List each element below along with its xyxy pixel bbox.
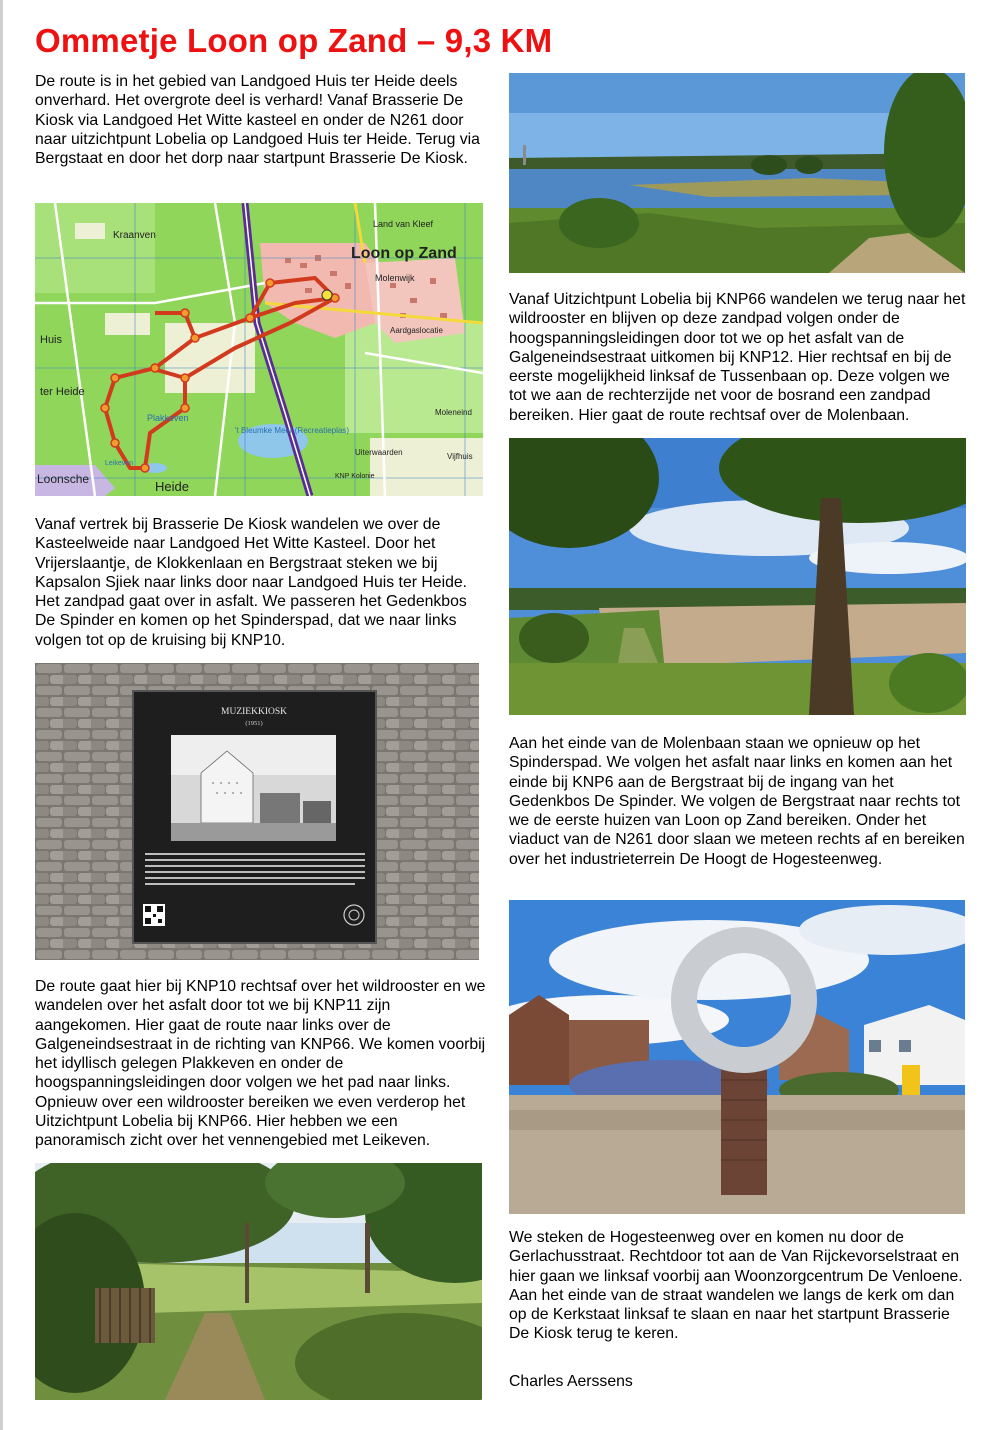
sculpture-photo [509,900,965,1214]
molenbaan-field-photo [509,438,966,715]
paragraph-start: Vanaf vertrek bij Brasserie De Kiosk wandelen we over de Kasteelweide naar Landgoed Het Witte Kasteel. Door het Vrijerslaantje, de Klokkenlaan en Bergstraat steken we bij Kapsalon Sjiek naar links door naar Landgoed Huis ter Heide. Het zandpad gaat over in asfalt. We passeren het Gedenkbos De Spinder en komen op het Spinderspad, dat we naar links volgen tot op de kruising bij KNP10. [35,516,468,649]
map-label-ter-heide: ter Heide [40,386,85,398]
plakkeven-path-photo [35,1163,482,1400]
paragraph-knp10: De route gaat hier bij KNP10 rechtsaf over het wildrooster en we wandelen over het asfalt door tot we bij KNP11 zijn aangekomen. Hier gaat de route naar links over de Galgeneindsestraat in de richting van KNP66. We komen voorbij het idyllisch gelegen Plakkeven en onder de hoogspanningsleidingen door volgen we het pad naar links. Opnieuw over een wildrooster bereiken we even verderop het Uitzichtpunt Lobelia bij KNP66. Hier hebben we een panoramisch zicht over het vennengebied met Leikeven. [35,978,486,1150]
intro-paragraph: De route is in het gebied van Landgoed Huis ter Heide deels onverhard. Het overgrote deel is verhard! Vanaf Brasserie De Kiosk via Landgoed Het Witte kasteel en onder de N261 door naar uitzichtpunt Lobelia op Landgoed Huis ter Heide. Terug via Bergstaat en door het dorp naar startpunt Brasserie De Kiosk. [35,73,480,168]
plaque-year: (1951) [245,720,263,727]
paragraph-lobelia: Vanaf Uitzichtpunt Lobelia bij KNP66 wandelen we terug naar het wildrooster en blijven op deze zandpad volgen onder de hoogspanningsleidingen door tot we op het asfalt van de Galgeneindsestraat uitkomen bij KNP12. Hier rechtsaf en bij de eerste mogelijkheid linksaf de Tussenbaan op. Deze volgen we tot we aan de rechterzijde net voor de bosrand een zandpad bereiken. Hier gaat de route rechtsaf over de Molenbaan. [509,291,966,424]
plaque-title: MUZIEKKIOSK [221,707,287,717]
map-label-leikeven: Leikeven [105,460,134,467]
map-label-knp-kolonie: KNP Kolonie [335,473,375,480]
map-label-aardgaslocatie: Aardgaslocatie [390,326,443,335]
paragraph-hogesteenweg: We steken de Hogesteenweg over en komen nu door de Gerlachusstraat. Rechtdoor tot aan de Van Rijckevorselstraat en hier gaan we linksaf voorbij aan Woonzorgcentrum De Venloene. Aan het einde van de straat wandelen we langs de kerk om dan op de Kerkstaat linksaf te slaan en naar het startpunt Brasserie De Kiosk terug te keren. [509,1229,963,1343]
map-label-loonsche: Loonsche [37,472,90,486]
muziekkiosk-plaque-photo [35,663,479,960]
map-label-moleneind: Moleneind [435,408,472,417]
lobelia-lake-photo [509,73,965,273]
paragraph-molenbaan: Aan het einde van de Molenbaan staan we opnieuw op het Spinderspad. We volgen het asfalt naar links en komen aan het einde bij KNP6 aan de Bergstraat bij de ingang van het Gedenkbos De Spinder. We volgen de Bergstraat naar rechts tot we de eerste huizen van Loon op Zand bereiken. Onder het viaduct van de N261 door slaan we meteen rechts af en bereiken over het industrieterrein De Hoogt de Hogesteenweg. [509,735,965,868]
author-name: Charles Aerssens [509,1373,633,1390]
map-label-molenwijk: Molenwijk [375,273,415,283]
map-label-plakkeven: Plakkeven [147,413,189,423]
map-label-bleumke-meer: 't Bleumke Meer (Recreatieplas) [235,426,350,435]
map-label-loon-op-zand: Loon op Zand [351,245,457,262]
map-label-uiterwaarden: Uiterwaarden [355,448,403,457]
page-edge [0,0,3,1430]
map-label-vijfhuis: Vijfhuis [447,452,473,461]
page-title: Ommetje Loon op Zand – 9,3 KM [35,22,553,59]
route-map-image [35,203,483,496]
map-label-huis: Huis [40,334,63,346]
map-label-land-van-kleef: Land van Kleef [373,219,434,229]
map-label-heide: Heide [155,479,189,494]
map-label-kraanven: Kraanven [113,230,156,241]
